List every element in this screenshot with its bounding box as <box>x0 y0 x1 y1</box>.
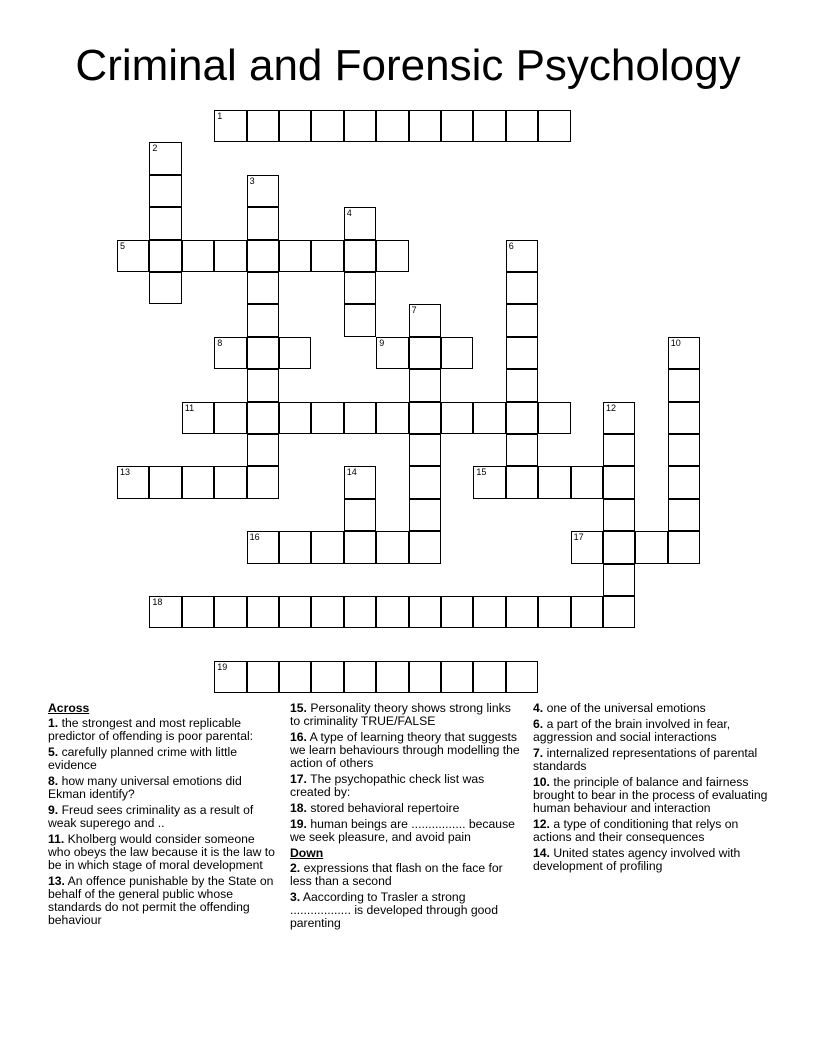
grid-cell[interactable] <box>247 596 279 628</box>
grid-cell[interactable] <box>409 661 441 693</box>
cell-number: 4 <box>346 208 352 219</box>
grid-cell[interactable] <box>603 466 635 498</box>
cell-number: 6 <box>508 240 514 251</box>
grid-cell[interactable] <box>344 207 376 239</box>
grid-cell[interactable] <box>279 110 311 142</box>
grid-cell[interactable] <box>214 596 246 628</box>
grid-cell[interactable] <box>182 466 214 498</box>
grid-cell[interactable] <box>506 304 538 336</box>
grid-cell[interactable] <box>473 466 505 498</box>
grid-cell[interactable] <box>376 402 408 434</box>
clues-column-1 <box>48 702 280 930</box>
grid-cell[interactable] <box>247 207 279 239</box>
grid-cell[interactable] <box>635 531 667 563</box>
grid-cell[interactable] <box>311 110 343 142</box>
down-header: Down <box>290 846 324 860</box>
grid-cell[interactable] <box>603 596 635 628</box>
grid-cell[interactable] <box>182 240 214 272</box>
grid-cell[interactable] <box>409 596 441 628</box>
grid-cell[interactable] <box>668 369 700 401</box>
grid-cell[interactable] <box>473 661 505 693</box>
grid-cell[interactable] <box>506 240 538 272</box>
grid-cell[interactable] <box>149 240 181 272</box>
grid-cell[interactable] <box>506 661 538 693</box>
cell-number: 15 <box>476 467 487 478</box>
grid-cell[interactable] <box>409 110 441 142</box>
grid-cell[interactable] <box>311 661 343 693</box>
grid-cell[interactable] <box>344 304 376 336</box>
grid-cell[interactable] <box>571 531 603 563</box>
grid-cell[interactable] <box>214 661 246 693</box>
grid-cell[interactable] <box>668 402 700 434</box>
grid-cell[interactable] <box>603 564 635 596</box>
grid-cell[interactable] <box>247 272 279 304</box>
clue-across-16: 16. A type of learning theory that suggests we learn behaviours through modelling the action of others <box>290 730 520 770</box>
grid-cell[interactable] <box>247 466 279 498</box>
grid-cell[interactable] <box>247 434 279 466</box>
grid-cell[interactable] <box>409 402 441 434</box>
grid-cell[interactable] <box>247 661 279 693</box>
grid-cell[interactable] <box>344 661 376 693</box>
clue-down-10: 10. the principle of balance and fairness brought to bear in the process of evaluating human behaviour and interaction <box>533 775 768 815</box>
cell-number: 3 <box>249 175 255 186</box>
grid-cell[interactable] <box>409 337 441 369</box>
grid-cell[interactable] <box>376 531 408 563</box>
grid-cell[interactable] <box>344 466 376 498</box>
grid-cell[interactable] <box>344 110 376 142</box>
clue-down-4: 4. one of the universal emotions <box>533 701 706 715</box>
grid-cell[interactable] <box>603 499 635 531</box>
grid-cell[interactable] <box>441 337 473 369</box>
cell-number: 16 <box>249 532 260 543</box>
cell-number: 13 <box>120 467 131 478</box>
grid-cell[interactable] <box>279 240 311 272</box>
clue-across-19: 19. human beings are ................ because we seek pleasure, and avoid pain <box>290 817 515 844</box>
grid-cell[interactable] <box>571 466 603 498</box>
grid-cell[interactable] <box>506 596 538 628</box>
grid-cell[interactable] <box>668 531 700 563</box>
grid-cell[interactable] <box>571 596 603 628</box>
grid-cell[interactable] <box>506 466 538 498</box>
grid-cell[interactable] <box>344 402 376 434</box>
cell-number: 17 <box>573 532 584 543</box>
grid-cell[interactable] <box>506 402 538 434</box>
clue-across-18: 18. stored behavioral repertoire <box>290 801 460 815</box>
grid-cell[interactable] <box>279 531 311 563</box>
grid-cell[interactable] <box>311 531 343 563</box>
clue-down-3: 3. Aaccording to Trasler a strong .................. is developed through good parenting <box>290 890 498 930</box>
grid-cell[interactable] <box>409 499 441 531</box>
grid-cell[interactable] <box>182 402 214 434</box>
clue-down-2: 2. expressions that flash on the face for less than a second <box>290 861 503 888</box>
grid-cell[interactable] <box>376 661 408 693</box>
cell-number: 1 <box>217 111 223 121</box>
grid-cell[interactable] <box>344 272 376 304</box>
grid-cell[interactable] <box>279 661 311 693</box>
cell-number: 14 <box>346 467 357 478</box>
clue-down-14: 14. United states agency involved with development of profiling <box>533 846 741 873</box>
grid-cell[interactable] <box>538 596 570 628</box>
grid-cell[interactable] <box>506 337 538 369</box>
grid-cell[interactable] <box>441 110 473 142</box>
grid-cell[interactable] <box>344 531 376 563</box>
clues-column-3 <box>533 702 773 876</box>
grid-cell[interactable] <box>473 596 505 628</box>
cell-number: 5 <box>120 240 126 251</box>
grid-cell[interactable] <box>247 402 279 434</box>
clue-across-17: 17. The psychopathic check list was created by: <box>290 772 485 799</box>
cell-number: 18 <box>152 597 163 607</box>
cell-number: 9 <box>379 337 385 348</box>
grid-cell[interactable] <box>214 110 246 142</box>
grid-cell[interactable] <box>149 175 181 207</box>
grid-cell[interactable] <box>473 110 505 142</box>
grid-cell[interactable] <box>441 661 473 693</box>
cell-number: 10 <box>670 337 681 348</box>
cell-number: 12 <box>606 402 617 413</box>
grid-cell[interactable] <box>376 240 408 272</box>
grid-cell[interactable] <box>506 272 538 304</box>
cell-number: 11 <box>184 402 195 413</box>
grid-cell[interactable] <box>538 402 570 434</box>
cell-number: 19 <box>217 661 228 672</box>
grid-cell[interactable] <box>506 110 538 142</box>
grid-cell[interactable] <box>441 596 473 628</box>
grid-cell[interactable] <box>311 402 343 434</box>
grid-cell[interactable] <box>409 531 441 563</box>
clue-across-1: 1. the strongest and most replicable predictor of offending is poor parental: <box>48 716 254 743</box>
grid-cell[interactable] <box>409 466 441 498</box>
clue-across-5: 5. carefully planned crime with little evidence <box>48 745 238 772</box>
grid-cell[interactable] <box>117 240 149 272</box>
grid-cell[interactable] <box>247 337 279 369</box>
grid-cell[interactable] <box>247 531 279 563</box>
grid-cell[interactable] <box>247 369 279 401</box>
grid-cell[interactable] <box>117 466 149 498</box>
grid-cell[interactable] <box>279 596 311 628</box>
grid-cell[interactable] <box>376 110 408 142</box>
cell-number: 7 <box>411 305 417 316</box>
across-header: Across <box>48 701 90 715</box>
grid-cell[interactable] <box>149 596 181 628</box>
clue-across-13: 13. An offence punishable by the State on behalf of the general public whose standards do not permit the offending behaviour <box>48 874 274 927</box>
grid-cell[interactable] <box>247 304 279 336</box>
clue-down-6: 6. a part of the brain involved in fear, aggression and social interactions <box>533 717 731 744</box>
grid-cell[interactable] <box>344 499 376 531</box>
grid-cell[interactable] <box>214 466 246 498</box>
grid-cell[interactable] <box>538 110 570 142</box>
clue-down-7: 7. internalized representations of parental standards <box>533 746 758 773</box>
grid-cell[interactable] <box>247 240 279 272</box>
grid-cell[interactable] <box>603 434 635 466</box>
clue-across-11: 11. Kholberg would consider someone who obeys the law because it is the law to be in which stage of moral development <box>48 832 275 872</box>
clues-column-2 <box>290 702 524 933</box>
grid-cell[interactable] <box>311 596 343 628</box>
grid-cell[interactable] <box>247 175 279 207</box>
cell-number: 8 <box>217 337 223 348</box>
grid-cell[interactable] <box>214 402 246 434</box>
grid-cell[interactable] <box>247 110 279 142</box>
grid-cell[interactable] <box>409 304 441 336</box>
cell-number: 2 <box>152 143 158 154</box>
grid-cell[interactable] <box>214 337 246 369</box>
clue-down-12: 12. a type of conditioning that relys on actions and their consequences <box>533 817 739 844</box>
clue-across-9: 9. Freud sees criminality as a result of weak superego and .. <box>48 803 254 830</box>
grid-cell[interactable] <box>668 466 700 498</box>
clue-across-8: 8. how many universal emotions did Ekman identify? <box>48 774 242 801</box>
grid-cell[interactable] <box>538 466 570 498</box>
grid-cell[interactable] <box>311 240 343 272</box>
grid-cell[interactable] <box>506 369 538 401</box>
clue-across-15: 15. Personality theory shows strong links to criminality TRUE/FALSE <box>290 701 511 728</box>
grid-cell[interactable] <box>344 596 376 628</box>
grid-cell[interactable] <box>668 434 700 466</box>
grid-cell[interactable] <box>376 337 408 369</box>
grid-cell[interactable] <box>409 369 441 401</box>
grid-cell[interactable] <box>473 402 505 434</box>
grid-cell[interactable] <box>668 337 700 369</box>
grid-cell[interactable] <box>409 434 441 466</box>
grid-cell[interactable] <box>214 240 246 272</box>
grid-cell[interactable] <box>279 337 311 369</box>
grid-cell[interactable] <box>603 402 635 434</box>
grid-cell[interactable] <box>149 142 181 174</box>
grid-cell[interactable] <box>149 272 181 304</box>
grid-cell[interactable] <box>376 596 408 628</box>
grid-cell[interactable] <box>149 207 181 239</box>
grid-cell[interactable] <box>603 531 635 563</box>
grid-cell[interactable] <box>279 402 311 434</box>
grid-cell[interactable] <box>668 499 700 531</box>
grid-cell[interactable] <box>182 596 214 628</box>
grid-cell[interactable] <box>441 402 473 434</box>
grid-cell[interactable] <box>149 466 181 498</box>
grid-cell[interactable] <box>506 434 538 466</box>
page-title: Criminal and Forensic Psychology <box>75 41 741 90</box>
grid-cell[interactable] <box>344 240 376 272</box>
